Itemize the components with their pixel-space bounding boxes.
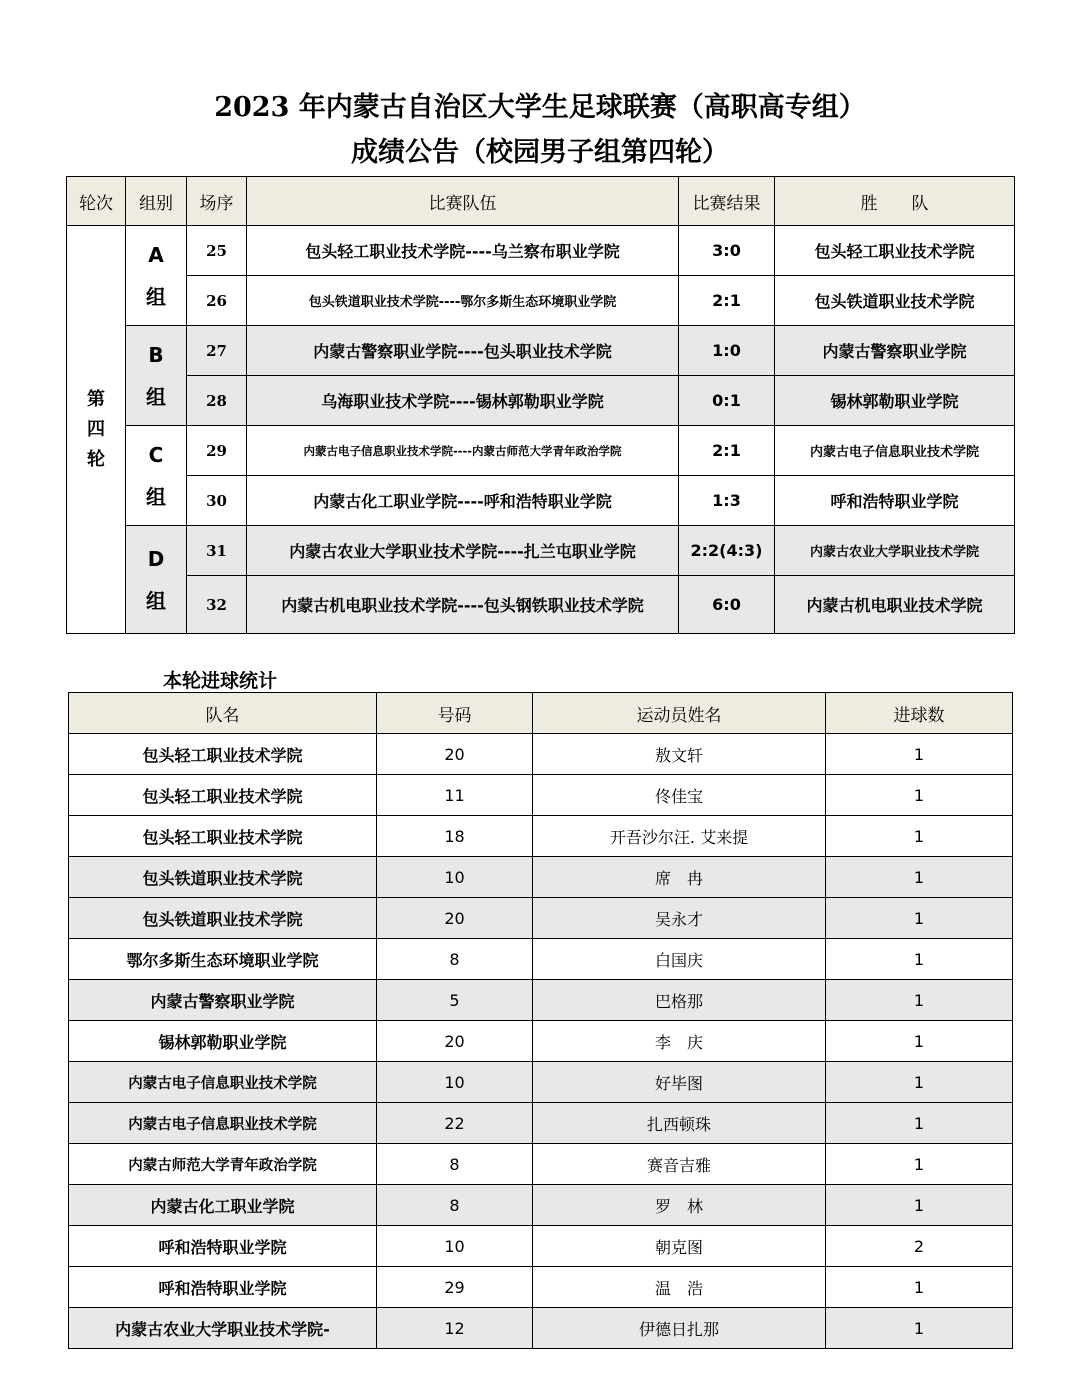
- scorer-name: 罗 林: [533, 1185, 826, 1226]
- match-score: 1:0: [679, 326, 775, 376]
- match-no: 31: [187, 526, 247, 576]
- scorer-row: [69, 775, 1013, 816]
- scorer-number: 10: [377, 1226, 533, 1267]
- scorer-row: [69, 1144, 1013, 1185]
- group-cell-b: [126, 326, 187, 426]
- match-no: 30: [187, 476, 247, 526]
- scorer-number: 20: [377, 734, 533, 775]
- scorer-team: 包头铁道职业技术学院: [69, 857, 377, 898]
- scorer-row: [69, 1226, 1013, 1267]
- match-score: 2:2(4:3): [679, 526, 775, 576]
- scorer-goals: 1: [826, 857, 1013, 898]
- scorer-team: 包头轻工职业技术学院: [69, 816, 377, 857]
- scorer-number: 22: [377, 1103, 533, 1144]
- results-header-row: [67, 177, 1015, 226]
- scorer-number: 20: [377, 898, 533, 939]
- scorer-row: [69, 1103, 1013, 1144]
- scorer-row: [69, 980, 1013, 1021]
- group-letter: C: [148, 442, 164, 467]
- scorer-team: 鄂尔多斯生态环境职业学院: [69, 939, 377, 980]
- group-letter: D: [147, 546, 165, 571]
- scorer-goals: 1: [826, 734, 1013, 775]
- match-teams: 内蒙古化工职业学院----呼和浩特职业学院: [247, 476, 679, 526]
- scorer-goals: 1: [826, 1185, 1013, 1226]
- scorer-name: 吴永才: [533, 898, 826, 939]
- scorer-name: 赛音吉雅: [533, 1144, 826, 1185]
- scorer-team: 呼和浩特职业学院: [69, 1226, 377, 1267]
- result-row: [67, 276, 1015, 326]
- scorer-name: 扎西顿珠: [533, 1103, 826, 1144]
- group-suffix: 组: [146, 588, 166, 613]
- match-winner: 呼和浩特职业学院: [775, 476, 1015, 526]
- group-suffix: 组: [146, 284, 166, 309]
- scorer-team: 内蒙古师范大学青年政治学院: [69, 1144, 377, 1185]
- match-score: 0:1: [679, 376, 775, 426]
- result-row: [67, 226, 1015, 276]
- result-row: [67, 326, 1015, 376]
- header-player-name: 运动员姓名: [533, 693, 826, 734]
- scorer-row: [69, 857, 1013, 898]
- match-teams: 内蒙古警察职业学院----包头职业技术学院: [247, 326, 679, 376]
- scorer-team: 内蒙古警察职业学院: [69, 980, 377, 1021]
- scorer-row: [69, 939, 1013, 980]
- scorer-goals: 1: [826, 1144, 1013, 1185]
- match-winner: 包头铁道职业技术学院: [775, 276, 1015, 326]
- scorer-team: 包头轻工职业技术学院: [69, 775, 377, 816]
- scorer-number: 5: [377, 980, 533, 1021]
- header-team: 队名: [69, 693, 377, 734]
- scorer-team: 锡林郭勒职业学院: [69, 1021, 377, 1062]
- match-no: 27: [187, 326, 247, 376]
- match-no: 29: [187, 426, 247, 476]
- scorers-section-title: 本轮进球统计: [163, 670, 278, 692]
- match-score: 3:0: [679, 226, 775, 276]
- scorer-row: [69, 1308, 1013, 1349]
- scorer-number: 12: [377, 1308, 533, 1349]
- result-row: [67, 426, 1015, 476]
- scorer-team: 内蒙古农业大学职业技术学院-: [69, 1308, 377, 1349]
- scorer-name: 李 庆: [533, 1021, 826, 1062]
- scorer-team: 内蒙古化工职业学院: [69, 1185, 377, 1226]
- scorer-goals: 1: [826, 898, 1013, 939]
- match-teams: 内蒙古农业大学职业技术学院----扎兰屯职业学院: [247, 526, 679, 576]
- round-cell: [67, 226, 126, 634]
- match-winner: 内蒙古机电职业技术学院: [775, 576, 1015, 634]
- match-teams: 包头轻工职业技术学院----乌兰察布职业学院: [247, 226, 679, 276]
- result-row: [67, 376, 1015, 426]
- match-winner: 内蒙古警察职业学院: [775, 326, 1015, 376]
- group-suffix: 组: [146, 384, 166, 409]
- result-row: [67, 476, 1015, 526]
- header-goals: 进球数: [826, 693, 1013, 734]
- match-score: 2:1: [679, 426, 775, 476]
- scorer-number: 29: [377, 1267, 533, 1308]
- scorer-number: 10: [377, 857, 533, 898]
- scorer-row: [69, 734, 1013, 775]
- match-winner: 内蒙古农业大学职业技术学院: [775, 526, 1015, 576]
- header-winner: 胜 队: [775, 177, 1015, 226]
- match-score: 2:1: [679, 276, 775, 326]
- header-round: 轮次: [67, 177, 126, 226]
- group-cell-c: [126, 426, 187, 526]
- scorer-team: 包头轻工职业技术学院: [69, 734, 377, 775]
- group-cell-a: [126, 226, 187, 326]
- scorer-goals: 1: [826, 1267, 1013, 1308]
- scorer-row: [69, 1021, 1013, 1062]
- match-winner: 内蒙古电子信息职业技术学院: [775, 426, 1015, 476]
- match-no: 32: [187, 576, 247, 634]
- scorer-number: 20: [377, 1021, 533, 1062]
- scorer-name: 好毕图: [533, 1062, 826, 1103]
- scorer-goals: 1: [826, 1062, 1013, 1103]
- match-no: 28: [187, 376, 247, 426]
- scorer-number: 8: [377, 1144, 533, 1185]
- scorer-name: 开吾沙尔汪. 艾来提: [533, 816, 826, 857]
- match-teams: 包头铁道职业技术学院----鄂尔多斯生态环境职业学院: [247, 276, 679, 326]
- scorer-row: [69, 1267, 1013, 1308]
- scorer-number: 8: [377, 939, 533, 980]
- scorers-header-row: [69, 693, 1013, 734]
- scorer-team: 包头铁道职业技术学院: [69, 898, 377, 939]
- page-title: 2023 年内蒙古自治区大学生足球联赛（高职高专组）: [214, 92, 866, 123]
- match-teams: 乌海职业技术学院----锡林郭勒职业学院: [247, 376, 679, 426]
- scorer-number: 18: [377, 816, 533, 857]
- scorer-name: 伊德日扎那: [533, 1308, 826, 1349]
- header-number: 号码: [377, 693, 533, 734]
- header-teams: 比赛队伍: [247, 177, 679, 226]
- scorer-team: 内蒙古电子信息职业技术学院: [69, 1103, 377, 1144]
- page-subtitle: 成绩公告（校园男子组第四轮）: [351, 137, 729, 168]
- match-teams: 内蒙古机电职业技术学院----包头钢铁职业技术学院: [247, 576, 679, 634]
- scorers-table: [68, 692, 1013, 1349]
- group-letter: B: [148, 342, 164, 367]
- result-row: [67, 526, 1015, 576]
- match-score: 6:0: [679, 576, 775, 634]
- scorer-row: [69, 1062, 1013, 1103]
- scorer-team: 内蒙古电子信息职业技术学院: [69, 1062, 377, 1103]
- header-group: 组别: [126, 177, 187, 226]
- scorer-goals: 1: [826, 775, 1013, 816]
- scorer-goals: 1: [826, 1308, 1013, 1349]
- match-score: 1:3: [679, 476, 775, 526]
- scorer-name: 敖文轩: [533, 734, 826, 775]
- result-row: [67, 576, 1015, 634]
- results-table: [66, 176, 1015, 634]
- scorer-number: 11: [377, 775, 533, 816]
- scorer-row: [69, 1185, 1013, 1226]
- group-letter: A: [148, 242, 164, 267]
- scorer-goals: 1: [826, 1103, 1013, 1144]
- scorer-goals: 1: [826, 939, 1013, 980]
- scorer-goals: 1: [826, 1021, 1013, 1062]
- scorer-goals: 1: [826, 980, 1013, 1021]
- header-match-no: 场序: [187, 177, 247, 226]
- scorer-number: 10: [377, 1062, 533, 1103]
- match-winner: 锡林郭勒职业学院: [775, 376, 1015, 426]
- scorer-goals: 2: [826, 1226, 1013, 1267]
- match-teams: 内蒙古电子信息职业技术学院----内蒙古师范大学青年政治学院: [247, 426, 679, 476]
- scorer-goals: 1: [826, 816, 1013, 857]
- match-no: 25: [187, 226, 247, 276]
- group-suffix: 组: [146, 484, 166, 509]
- round-label: 第四轮: [87, 388, 105, 470]
- group-cell-d: [126, 526, 187, 634]
- scorer-name: 白国庆: [533, 939, 826, 980]
- scorer-team: 呼和浩特职业学院: [69, 1267, 377, 1308]
- scorer-name: 朝克图: [533, 1226, 826, 1267]
- match-winner: 包头轻工职业技术学院: [775, 226, 1015, 276]
- scorer-name: 巴格那: [533, 980, 826, 1021]
- scorer-name: 席 冉: [533, 857, 826, 898]
- scorer-name: 温 浩: [533, 1267, 826, 1308]
- match-no: 26: [187, 276, 247, 326]
- scorer-number: 8: [377, 1185, 533, 1226]
- header-score: 比赛结果: [679, 177, 775, 226]
- scorer-name: 佟佳宝: [533, 775, 826, 816]
- scorer-row: [69, 898, 1013, 939]
- scorer-row: [69, 816, 1013, 857]
